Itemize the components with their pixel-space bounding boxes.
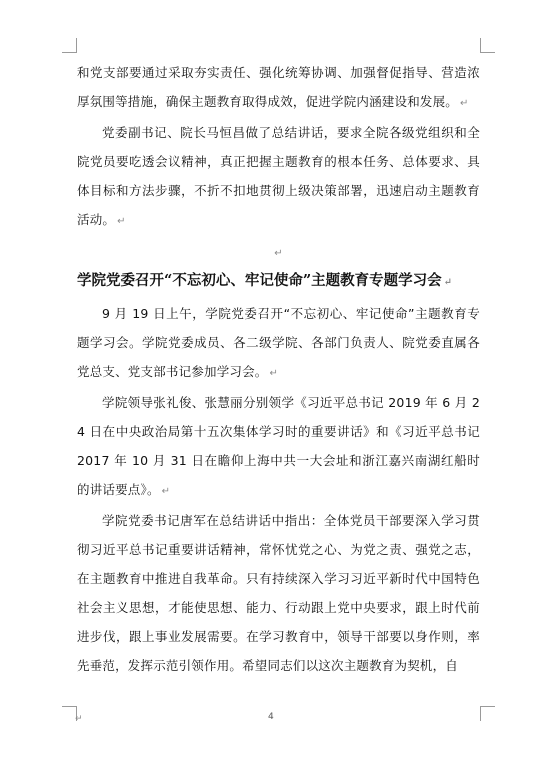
page-number: 4	[268, 712, 274, 722]
paragraph-mark: ↵	[269, 368, 279, 379]
heading-text: 学院党委召开“不忘初心、牢记使命”主题教育专题学习会	[77, 272, 442, 289]
section-heading	[77, 265, 480, 299]
body-paragraph	[77, 299, 480, 388]
paragraph-text: 9 月 19 日上午，学院党委召开“不忘初心、牢记使命”主题教育专题学习会。学院党委成员、各二级学院、各部门负责人、院党委直属各党总支、党支部书记参加学习会。	[77, 306, 480, 379]
body-paragraph	[77, 58, 480, 118]
paragraph-text: 学院党委书记唐军在总结讲话中指出：全体党员干部要深入学习贯彻习近平总书记重要讲话精神，常怀忧党之心、为党之责、强党之志，在主题教育中推进自我革命。只有持续深入学习习近平新时代中国特色社会主义思想，才能使思想、能力、行动跟上党中央要求，跟上时代前进步伐，跟上事业发展需要。在学习教育中，领导干部要以身作则，率先垂范，发挥示范引领作用。希望同志们以这次主题教育为契机，自	[77, 513, 480, 673]
body-paragraph	[77, 118, 480, 236]
paragraph-mark: ↵	[117, 216, 126, 227]
document-body[interactable]	[77, 58, 480, 680]
paragraph-text: 党委副书记、院长马恒昌做了总结讲话，要求全院各级党组织和全院党员要吃透会议精神，真正把握主题教育的根本任务、总体要求、具体目标和方法步骤，不折不扣地贯彻上级决策部署，迅速启动主题教育活动。	[77, 125, 480, 227]
crop-mark-top-left	[62, 38, 77, 53]
paragraph-mark: ↵	[274, 248, 283, 259]
body-paragraph	[77, 506, 480, 680]
crop-mark-bottom-right	[480, 706, 495, 721]
paragraph-text: 和党支部要通过采取夯实责任、强化统筹协调、加强督促指导、营造浓厚氛围等措施，确保主题教育取得成效，促进学院内涵建设和发展。	[77, 65, 480, 109]
paragraph-text: 学院领导张礼俊、张慧丽分别领学《习近平总书记 2019 年 6 月 24 日在中央政治局第十五次集体学习时的重要讲话》和《习近平总书记 2017 年 10 月 31 日在瞻仰上海中共一大会址和浙江嘉兴南湖红船时的讲话要点》。	[77, 395, 480, 497]
body-paragraph	[77, 388, 480, 506]
paragraph-mark: ↵	[161, 486, 171, 497]
footer-paragraph-mark: ↵	[75, 714, 83, 724]
empty-paragraph	[77, 236, 480, 265]
paragraph-mark: ↵	[443, 277, 453, 288]
paragraph-mark: ↵	[460, 98, 469, 109]
crop-mark-top-right	[480, 38, 495, 53]
